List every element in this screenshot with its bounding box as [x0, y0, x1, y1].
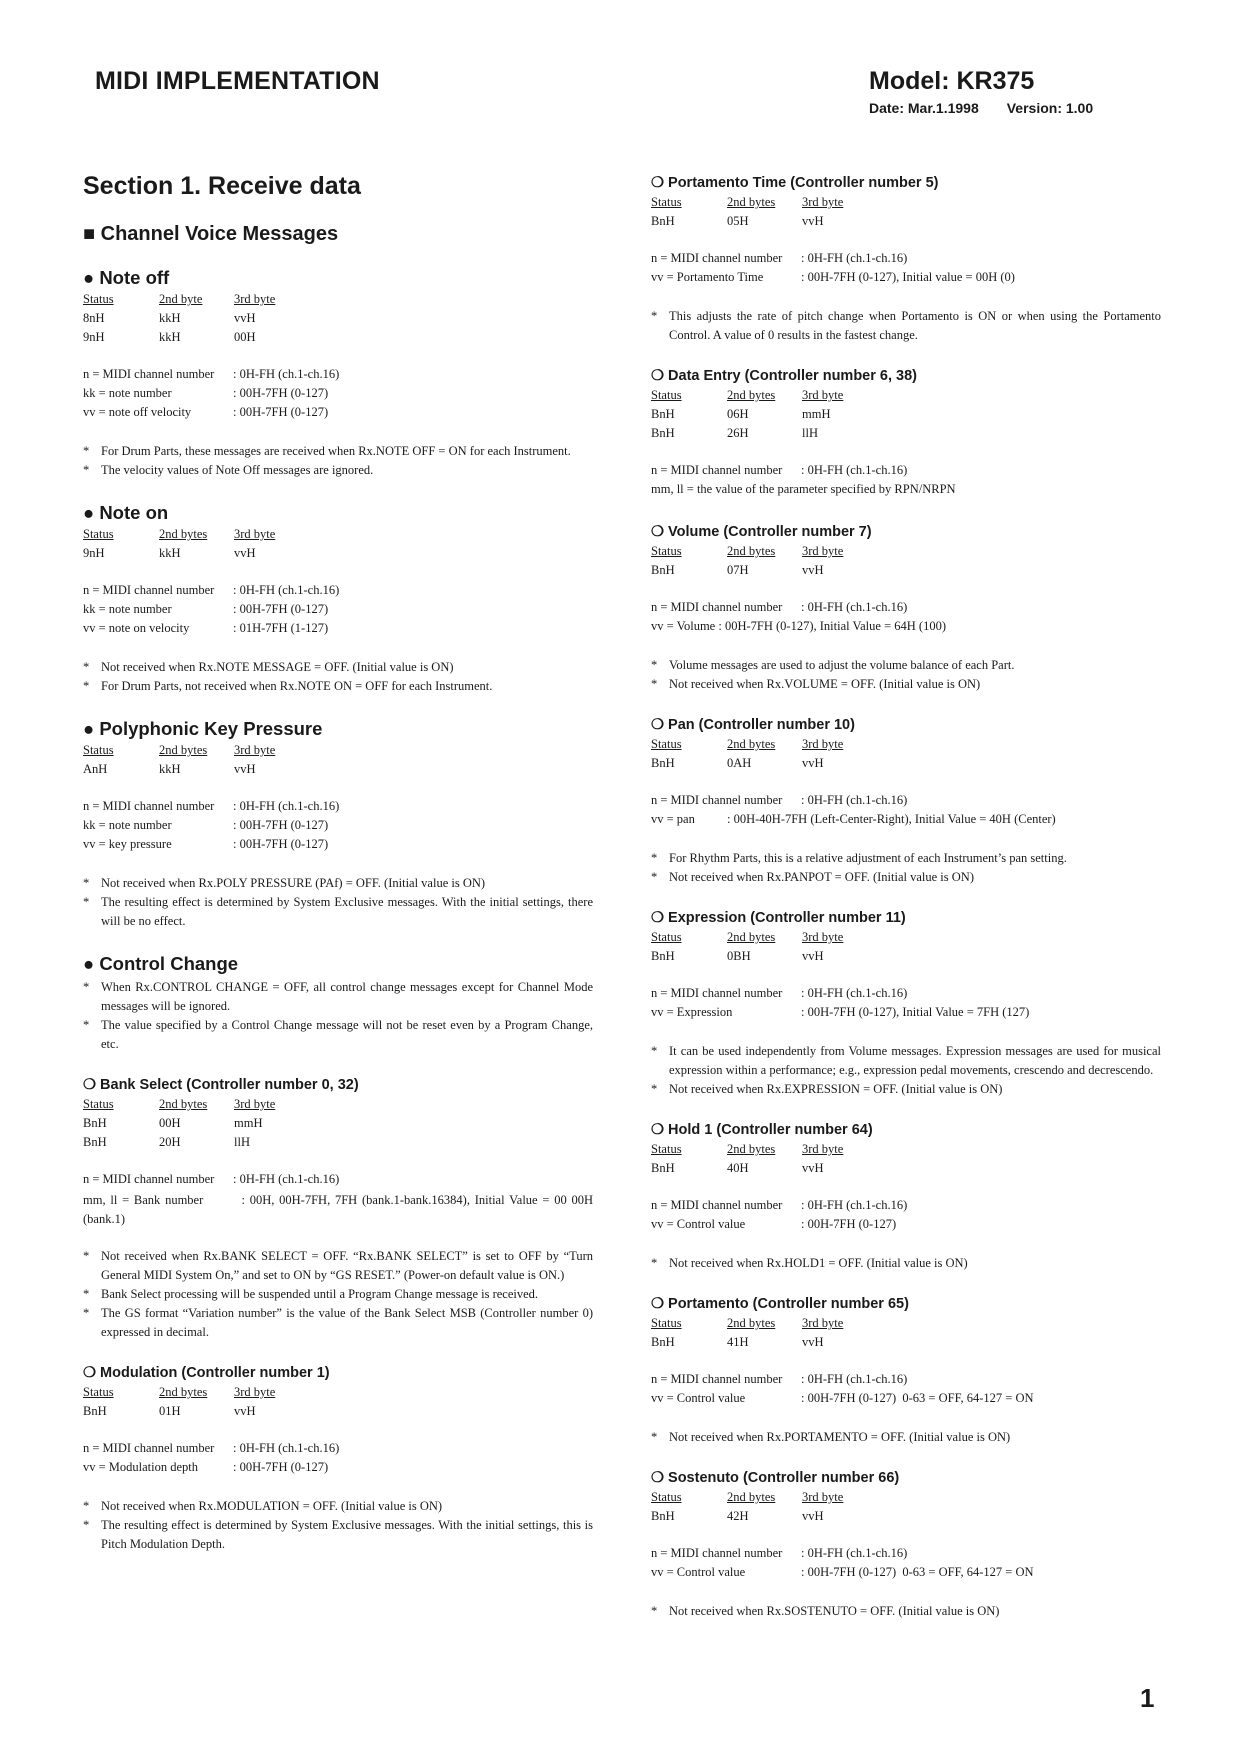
msg-title: ❍ Hold 1 (Controller number 64)	[651, 1122, 873, 1138]
model-label: Model: KR375	[869, 67, 1035, 95]
note-item: * Not received when Rx.NOTE MESSAGE = OFF. (Initial value is ON)	[83, 660, 454, 674]
def-value: : 00H-7FH (0-127)	[233, 818, 329, 832]
version-label: Version: 1.00	[1006, 100, 1094, 116]
cell: BnH	[651, 1335, 675, 1349]
def-label: kk = note number	[83, 602, 172, 616]
col-2nd: 2nd bytes	[727, 195, 776, 209]
def-value: : 00H-7FH (0-127)	[233, 602, 329, 616]
def-bank-number: mm, ll = Bank number : 00H, 00H-7FH, 7FH (bank.1-bank.16384), Initial Value = 00 00H (bank.1)	[83, 1193, 597, 1226]
def-value: : 00H-7FH (0-127) 0-63 = OFF, 64-127 = ON	[801, 1391, 1034, 1405]
col-3rd: 3rd byte	[802, 1142, 844, 1156]
msg-title: ● Control Change	[83, 953, 239, 974]
msg-data-entry	[651, 367, 1161, 501]
def-value: : 0H-FH (ch.1-ch.16)	[233, 1441, 340, 1455]
col-status: Status	[651, 195, 682, 209]
def-parameter-value: mm, ll = the value of the parameter specified by RPN/NRPN	[651, 482, 956, 496]
date-version-line	[869, 100, 1093, 116]
def-value: : 00H-7FH (0-127)	[233, 1460, 329, 1474]
note-item: * For Drum Parts, these messages are received when Rx.NOTE OFF = ON for each Instrument.	[83, 444, 571, 458]
col-2nd: 2nd bytes	[159, 1385, 208, 1399]
def-value: : 0H-FH (ch.1-ch.16)	[801, 1198, 908, 1212]
cell: BnH	[651, 949, 675, 963]
note-item: * Bank Select processing will be suspended until a Program Change message is received.	[83, 1287, 539, 1301]
definitions	[651, 986, 1161, 1024]
byte-table	[651, 388, 922, 445]
col-status: Status	[651, 930, 682, 944]
col-status: Status	[83, 292, 114, 306]
cell: 07H	[727, 563, 749, 577]
cell: 26H	[727, 426, 749, 440]
cell: 00H	[234, 330, 256, 344]
col-2nd: 2nd bytes	[727, 1490, 776, 1504]
cell: mmH	[234, 1116, 263, 1130]
cell: vvH	[802, 1161, 824, 1175]
document-title: MIDI IMPLEMENTATION	[95, 67, 380, 95]
def-label: n = MIDI channel number	[83, 583, 215, 597]
definitions	[651, 793, 1161, 831]
col-2nd: 2nd bytes	[159, 1097, 208, 1111]
def-label: n = MIDI channel number	[83, 799, 215, 813]
cell: vvH	[802, 563, 824, 577]
def-value: : 0H-FH (ch.1-ch.16)	[801, 793, 908, 807]
def-label: kk = note number	[83, 818, 172, 832]
def-label: n = MIDI channel number	[651, 251, 783, 265]
def-label: n = MIDI channel number	[651, 1372, 783, 1386]
msg-control-change	[83, 953, 593, 1054]
msg-note-off	[83, 267, 593, 480]
cell: 06H	[727, 407, 749, 421]
notes	[651, 656, 1161, 694]
col-status: Status	[83, 1097, 114, 1111]
cell: vvH	[802, 1335, 824, 1349]
msg-title: ❍ Expression (Controller number 11)	[651, 910, 906, 926]
def-value: : 00H-7FH (0-127)	[801, 1217, 897, 1231]
definitions	[651, 463, 1161, 501]
col-status: Status	[651, 1490, 682, 1504]
msg-portamento-time	[651, 174, 1161, 345]
def-value: : 00H-7FH (0-127)	[233, 386, 329, 400]
def-value: : 0H-FH (ch.1-ch.16)	[801, 600, 908, 614]
def-value: : 0H-FH (ch.1-ch.16)	[233, 1172, 340, 1186]
def-value: : 00H-7FH (0-127)	[233, 837, 329, 851]
cell: 40H	[727, 1161, 749, 1175]
cell: vvH	[802, 1509, 824, 1523]
byte-table	[651, 737, 922, 775]
col-3rd: 3rd byte	[234, 743, 276, 757]
msg-hold1	[651, 1121, 1161, 1273]
cell: 00H	[159, 1116, 181, 1130]
cell: vvH	[234, 1404, 256, 1418]
cell: vvH	[234, 546, 256, 560]
notes	[651, 849, 1161, 887]
notes	[83, 1247, 593, 1342]
col-2nd: 2nd bytes	[727, 388, 776, 402]
notes	[83, 1497, 593, 1554]
cell: vvH	[234, 311, 256, 325]
msg-title: ❍ Portamento Time (Controller number 5)	[651, 175, 939, 191]
cell: 0AH	[727, 756, 752, 770]
note-item: * For Drum Parts, not received when Rx.NOTE ON = OFF for each Instrument.	[83, 679, 493, 693]
cell: kkH	[159, 762, 181, 776]
definitions	[651, 1372, 1161, 1410]
note-item: * Not received when Rx.SOSTENUTO = OFF. (Initial value is ON)	[651, 1604, 1000, 1618]
col-3rd: 3rd byte	[234, 1385, 276, 1399]
msg-bank-select	[83, 1076, 597, 1342]
msg-portamento	[651, 1295, 1161, 1447]
def-label: n = MIDI channel number	[651, 793, 783, 807]
col-status: Status	[83, 1385, 114, 1399]
def-value: : 0H-FH (ch.1-ch.16)	[801, 463, 908, 477]
cell: BnH	[83, 1116, 107, 1130]
definitions	[83, 799, 593, 856]
msg-title: ❍ Modulation (Controller number 1)	[83, 1365, 330, 1381]
byte-table	[651, 1316, 922, 1354]
def-value: : 00H-7FH (0-127), Initial value = 00H (0)	[801, 270, 1015, 284]
notes	[83, 978, 593, 1054]
byte-table	[83, 1097, 354, 1154]
definitions	[83, 583, 593, 640]
note-item: * Not received when Rx.HOLD1 = OFF. (Initial value is ON)	[651, 1256, 968, 1270]
col-2nd: 2nd bytes	[727, 1316, 776, 1330]
col-3rd: 3rd byte	[802, 195, 844, 209]
col-status: Status	[651, 1142, 682, 1156]
def-volume: vv = Volume : 00H-7FH (0-127), Initial Value = 64H (100)	[651, 619, 946, 633]
col-3rd: 3rd byte	[234, 292, 276, 306]
def-value: : 01H-7FH (1-127)	[233, 621, 329, 635]
cell: BnH	[651, 563, 675, 577]
note-item: * The velocity values of Note Off messages are ignored.	[83, 463, 374, 477]
definitions	[83, 1441, 593, 1479]
msg-poly-key-pressure	[83, 718, 593, 931]
note-item: * The resulting effect is determined by System Exclusive messages. With the initial settings, this is Pitch Modulation Depth.	[83, 1518, 593, 1551]
def-label: vv = Control value	[651, 1217, 746, 1231]
cell: BnH	[83, 1404, 107, 1418]
def-value: : 00H-7FH (0-127)	[233, 405, 329, 419]
cell: 41H	[727, 1335, 749, 1349]
def-label: vv = Portamento Time	[651, 270, 764, 284]
definitions	[83, 1172, 597, 1229]
notes	[651, 307, 1161, 345]
byte-table	[83, 527, 354, 565]
byte-table	[651, 1490, 922, 1528]
col-2nd: 2nd bytes	[727, 544, 776, 558]
notes	[651, 1428, 1161, 1447]
cell: BnH	[651, 214, 675, 228]
note-item: * The value specified by a Control Change message will not be reset even by a Program Change, etc.	[83, 1018, 593, 1051]
col-3rd: 3rd byte	[802, 1316, 844, 1330]
cell: AnH	[83, 762, 108, 776]
cell: vvH	[802, 756, 824, 770]
col-3rd: 3rd byte	[802, 737, 844, 751]
cell: 20H	[159, 1135, 181, 1149]
def-label: n = MIDI channel number	[651, 463, 783, 477]
cell: BnH	[651, 756, 675, 770]
note-item: * Not received when Rx.VOLUME = OFF. (Initial value is ON)	[651, 677, 981, 691]
def-value: : 0H-FH (ch.1-ch.16)	[233, 799, 340, 813]
note-item: * Not received when Rx.PANPOT = OFF. (Initial value is ON)	[651, 870, 974, 884]
col-3rd: 3rd byte	[802, 930, 844, 944]
def-value: : 00H-7FH (0-127), Initial Value = 7FH (127)	[801, 1005, 1030, 1019]
cell: 8nH	[83, 311, 105, 325]
cell: 42H	[727, 1509, 749, 1523]
cell: 01H	[159, 1404, 181, 1418]
definitions	[651, 600, 1161, 638]
byte-table	[83, 292, 354, 349]
col-2nd: 2nd bytes	[727, 1142, 776, 1156]
byte-table	[83, 1385, 354, 1423]
cell: vvH	[802, 214, 824, 228]
col-3rd: 3rd byte	[234, 527, 276, 541]
def-label: vv = pan	[651, 812, 695, 826]
notes	[651, 1254, 1161, 1273]
cell: 9nH	[83, 546, 105, 560]
col-status: Status	[83, 743, 114, 757]
def-label: kk = note number	[83, 386, 172, 400]
msg-volume	[651, 523, 1161, 694]
section-title: Section 1. Receive data	[83, 172, 361, 200]
def-value: : 0H-FH (ch.1-ch.16)	[801, 1546, 908, 1560]
definitions	[651, 1546, 1161, 1584]
def-label: n = MIDI channel number	[651, 1546, 783, 1560]
msg-title: ❍ Portamento (Controller number 65)	[651, 1296, 909, 1312]
col-2nd: 2nd bytes	[727, 737, 776, 751]
def-value: : 00H-7FH (0-127) 0-63 = OFF, 64-127 = ON	[801, 1565, 1034, 1579]
col-2nd: 2nd bytes	[727, 930, 776, 944]
byte-table	[651, 930, 922, 968]
note-item: * Not received when Rx.MODULATION = OFF. (Initial value is ON)	[83, 1499, 443, 1513]
def-label: n = MIDI channel number	[83, 367, 215, 381]
col-2nd: 2nd bytes	[159, 527, 208, 541]
col-status: Status	[651, 737, 682, 751]
def-value: : 0H-FH (ch.1-ch.16)	[233, 367, 340, 381]
msg-title: ● Polyphonic Key Pressure	[83, 718, 323, 739]
def-label: vv = note on velocity	[83, 621, 190, 635]
cell: llH	[234, 1135, 250, 1149]
definitions	[83, 367, 593, 424]
def-label: vv = Modulation depth	[83, 1460, 199, 1474]
cell: BnH	[651, 1161, 675, 1175]
msg-pan	[651, 716, 1161, 887]
def-label: vv = Expression	[651, 1005, 733, 1019]
msg-expression	[651, 909, 1161, 1099]
note-item: * This adjusts the rate of pitch change when Portamento is ON or when using the Portamento Control. A value of 0 results in the fastest change.	[651, 309, 1161, 342]
col-3rd: 3rd byte	[234, 1097, 276, 1111]
def-value: : 00H-40H-7FH (Left-Center-Right), Initial Value = 40H (Center)	[727, 812, 1056, 826]
notes	[83, 658, 593, 696]
note-item: * Volume messages are used to adjust the volume balance of each Part.	[651, 658, 1015, 672]
msg-title: ● Note off	[83, 267, 170, 288]
cell: kkH	[159, 311, 181, 325]
msg-title: ❍ Bank Select (Controller number 0, 32)	[83, 1077, 359, 1093]
definitions	[651, 1198, 1161, 1236]
col-3rd: 3rd byte	[802, 388, 844, 402]
def-value: : 0H-FH (ch.1-ch.16)	[233, 583, 340, 597]
msg-title: ❍ Pan (Controller number 10)	[651, 717, 855, 733]
byte-table	[651, 544, 922, 582]
definitions	[651, 251, 1161, 289]
def-label: n = MIDI channel number	[651, 1198, 783, 1212]
note-item: * When Rx.CONTROL CHANGE = OFF, all control change messages except for Channel Mode messages will be ignored.	[83, 980, 593, 1013]
def-label: n = MIDI channel number	[83, 1441, 215, 1455]
col-2nd: 2nd byte	[159, 292, 203, 306]
byte-table	[83, 743, 354, 781]
date-label: Date: Mar.1.1998	[869, 100, 979, 116]
note-item: * Not received when Rx.PORTAMENTO = OFF. (Initial value is ON)	[651, 1430, 1011, 1444]
note-item: * Not received when Rx.EXPRESSION = OFF. (Initial value is ON)	[651, 1082, 1003, 1096]
def-value: : 0H-FH (ch.1-ch.16)	[801, 251, 908, 265]
page-number: 1	[1140, 1683, 1155, 1713]
note-item: * Not received when Rx.BANK SELECT = OFF. “Rx.BANK SELECT” is set to OFF by “Turn General MIDI System On,” and set to ON by “GS RESET.” (Power-on default value is ON.)	[83, 1249, 593, 1282]
notes	[651, 1042, 1161, 1099]
msg-note-on	[83, 502, 593, 696]
note-item: * For Rhythm Parts, this is a relative adjustment of each Instrument’s pan setting.	[651, 851, 1067, 865]
col-status: Status	[83, 527, 114, 541]
note-item: * The resulting effect is determined by System Exclusive messages. With the initial settings, there will be no effect.	[83, 895, 593, 928]
byte-table	[651, 195, 922, 233]
cell: vvH	[234, 762, 256, 776]
col-2nd: 2nd bytes	[159, 743, 208, 757]
cell: 0BH	[727, 949, 751, 963]
note-item: * It can be used independently from Volume messages. Expression messages are used for musical expression within a performance; e.g., expression pedal movements, crescendo and decrescendo.	[651, 1044, 1161, 1077]
def-label: vv = Control value	[651, 1565, 746, 1579]
def-label: n = MIDI channel number	[83, 1172, 215, 1186]
note-item: * The GS format “Variation number” is the value of the Bank Select MSB (Controller number 0) expressed in decimal.	[83, 1306, 593, 1339]
col-status: Status	[651, 1316, 682, 1330]
notes	[83, 874, 593, 931]
left-column	[83, 172, 597, 1576]
cell: kkH	[159, 546, 181, 560]
cell: kkH	[159, 330, 181, 344]
msg-modulation	[83, 1364, 593, 1554]
def-label: n = MIDI channel number	[651, 986, 783, 1000]
col-status: Status	[651, 544, 682, 558]
cell: llH	[802, 426, 818, 440]
def-label: vv = note off velocity	[83, 405, 192, 419]
cell: BnH	[651, 1509, 675, 1523]
byte-table	[651, 1142, 922, 1180]
def-label: n = MIDI channel number	[651, 600, 783, 614]
subsection-title: ■ Channel Voice Messages	[83, 223, 339, 245]
cell: 05H	[727, 214, 749, 228]
cell: 9nH	[83, 330, 105, 344]
col-3rd: 3rd byte	[802, 1490, 844, 1504]
col-3rd: 3rd byte	[802, 544, 844, 558]
right-column	[651, 174, 1161, 1643]
cell: BnH	[651, 407, 675, 421]
def-label: vv = Control value	[651, 1391, 746, 1405]
note-item: * Not received when Rx.POLY PRESSURE (PAf) = OFF. (Initial value is ON)	[83, 876, 486, 890]
def-value: : 0H-FH (ch.1-ch.16)	[801, 986, 908, 1000]
notes	[651, 1602, 1161, 1621]
msg-title: ❍ Data Entry (Controller number 6, 38)	[651, 368, 917, 384]
msg-title: ● Note on	[83, 502, 169, 523]
cell: mmH	[802, 407, 831, 421]
col-status: Status	[651, 388, 682, 402]
notes	[83, 442, 593, 480]
def-value: : 0H-FH (ch.1-ch.16)	[801, 1372, 908, 1386]
def-label: vv = key pressure	[83, 837, 172, 851]
msg-title: ❍ Volume (Controller number 7)	[651, 524, 872, 540]
cell: vvH	[802, 949, 824, 963]
msg-sostenuto	[651, 1469, 1161, 1621]
cell: BnH	[651, 426, 675, 440]
msg-title: ❍ Sostenuto (Controller number 66)	[651, 1470, 900, 1486]
cell: BnH	[83, 1135, 107, 1149]
